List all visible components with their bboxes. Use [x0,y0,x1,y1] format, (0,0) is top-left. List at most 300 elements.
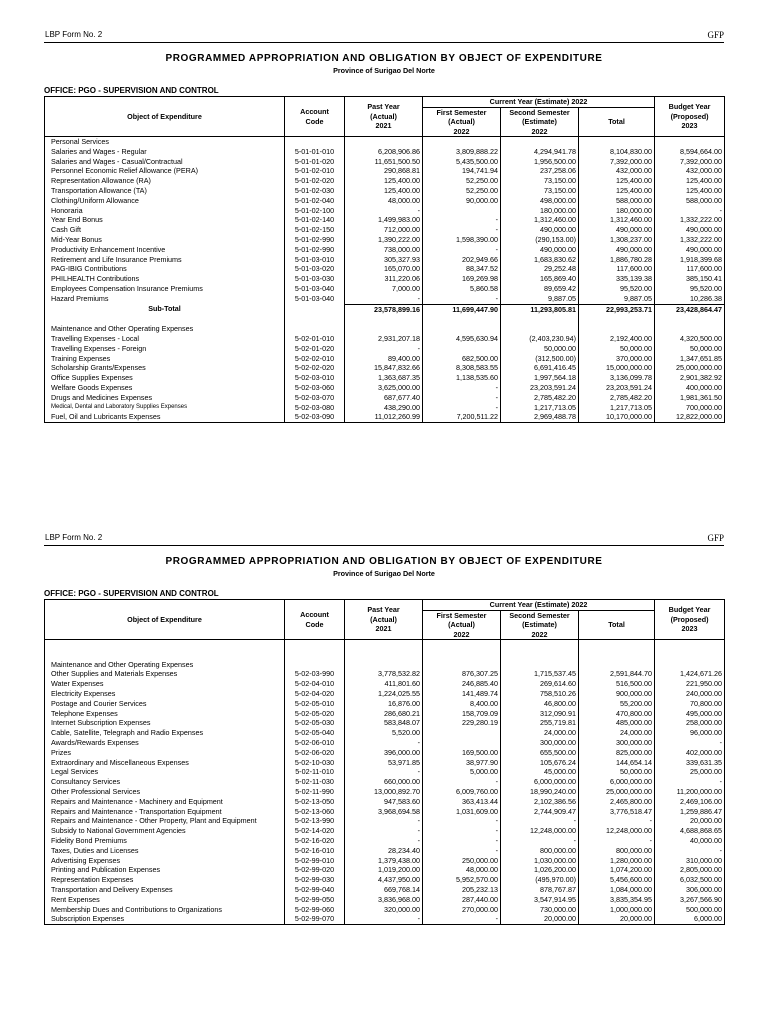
second-semester-cell: 50,000.00 [501,344,579,354]
object-cell: Travelling Expenses - Local [45,334,285,344]
header-first-semester: First Semester (Actual) 2022 [423,107,501,137]
total-cell: 1,074,200.00 [579,865,655,875]
past-year-cell: 3,778,532.82 [345,669,423,679]
table-row [45,176,725,186]
past-year-cell [345,660,423,670]
total-cell: 24,000.00 [579,728,655,738]
account-code-cell [285,324,345,334]
total-cell: 335,139.38 [579,274,655,284]
first-semester-cell [423,344,501,354]
category-row [45,660,725,670]
first-semester-cell [423,206,501,216]
object-cell: Salaries and Wages - Regular [45,147,285,157]
budget-year-cell: 400,000.00 [655,383,725,393]
total-cell: 800,000.00 [579,846,655,856]
past-year-cell: 1,379,438.00 [345,856,423,866]
budget-year-cell: 95,520.00 [655,284,725,294]
past-year-cell: 1,390,222.00 [345,235,423,245]
past-year-cell: 2,931,207.18 [345,334,423,344]
total-cell: 490,000.00 [579,245,655,255]
first-semester-cell [423,324,501,334]
past-year-cell: 712,000.00 [345,225,423,235]
object-cell: Awards/Rewards Expenses [45,738,285,748]
object-cell: Electricity Expenses [45,689,285,699]
total-cell: 3,776,518.47 [579,807,655,817]
first-semester-cell: - [423,777,501,787]
budget-year-cell: - [655,738,725,748]
budget-year-cell: 339,631.35 [655,758,725,768]
first-semester-cell: - [423,215,501,225]
second-semester-cell: 1,217,713.05 [501,403,579,413]
budget-year-cell: 11,200,000.00 [655,787,725,797]
object-cell: Training Expenses [45,354,285,364]
total-cell: 15,000,000.00 [579,363,655,373]
account-code-cell: 5-02-16-020 [285,836,345,846]
first-semester-cell: 52,250.00 [423,186,501,196]
first-semester-cell: 1,031,609.00 [423,807,501,817]
first-semester-cell: - [423,294,501,304]
total-cell: 2,591,844.70 [579,669,655,679]
total-cell [579,137,655,147]
second-semester-cell: 46,800.00 [501,699,579,709]
first-semester-cell [423,137,501,147]
total-cell: 490,000.00 [579,225,655,235]
budget-year-cell: 7,392,000.00 [655,157,725,167]
past-year-cell: 125,400.00 [345,176,423,186]
table-row [45,412,725,422]
second-semester-cell: (2,403,230.94) [501,334,579,344]
account-code-cell: 5-02-16-010 [285,846,345,856]
first-semester-cell: - [423,245,501,255]
object-cell: Welfare Goods Expenses [45,383,285,393]
form-number: LBP Form No. 2 [45,30,103,39]
table-row [45,748,725,758]
total-cell: 3,136,099.78 [579,373,655,383]
budget-year-cell [655,314,725,324]
second-semester-cell: 2,102,386.56 [501,797,579,807]
second-semester-cell: 29,252.48 [501,264,579,274]
account-code-cell: 5-02-02-020 [285,363,345,373]
second-semester-cell: 312,090.91 [501,709,579,719]
first-semester-cell: 205,232.13 [423,885,501,895]
budget-year-cell: - [655,846,725,856]
past-year-cell: - [345,206,423,216]
object-cell: Maintenance and Other Operating Expenses [45,324,285,334]
document-title: PROGRAMMED APPROPRIATION AND OBLIGATION BY OBJECT OF EXPENDITURE [165,556,603,567]
second-semester-cell: 11,293,805.81 [501,304,579,314]
table-row [45,373,725,383]
account-code-cell: 5-01-03-040 [285,294,345,304]
total-cell: 117,600.00 [579,264,655,274]
table-row [45,334,725,344]
table-row [45,166,725,176]
total-cell: 12,248,000.00 [579,826,655,836]
total-cell: 2,192,400.00 [579,334,655,344]
budget-year-cell: 306,000.00 [655,885,725,895]
account-code-cell: 5-02-04-020 [285,689,345,699]
table-row [45,294,725,304]
account-code-cell: 5-02-02-010 [285,354,345,364]
object-cell: Legal Services [45,767,285,777]
object-cell: PAG-IBIG Contributions [45,264,285,274]
first-semester-cell: 3,809,888.22 [423,147,501,157]
past-year-cell [345,650,423,660]
first-semester-cell: 363,413.44 [423,797,501,807]
budget-year-cell: 432,000.00 [655,166,725,176]
total-cell [579,314,655,324]
second-semester-cell: (290,153.00) [501,235,579,245]
budget-year-cell: 96,000.00 [655,728,725,738]
total-cell: 825,000.00 [579,748,655,758]
total-cell: 1,312,460.00 [579,215,655,225]
budget-year-cell: 490,000.00 [655,225,725,235]
past-year-cell: 13,000,892.70 [345,787,423,797]
second-semester-cell: 300,000.00 [501,738,579,748]
total-cell: 23,203,591.24 [579,383,655,393]
first-semester-cell: 90,000.00 [423,196,501,206]
past-year-cell: 1,019,200.00 [345,865,423,875]
account-code-cell: 5-01-02-150 [285,225,345,235]
account-code-cell: 5-02-01-020 [285,344,345,354]
total-cell: 50,000.00 [579,344,655,354]
total-cell: 1,217,713.05 [579,403,655,413]
account-code-cell: 5-02-10-030 [285,758,345,768]
budget-year-cell: 1,918,399.68 [655,255,725,265]
first-semester-cell: - [423,816,501,826]
budget-year-cell: - [655,206,725,216]
table-row [45,689,725,699]
form-header-row [44,30,724,42]
past-year-cell: 16,876.00 [345,699,423,709]
table-row [45,905,725,915]
object-cell: Internet Subscription Expenses [45,718,285,728]
account-code-cell: 5-02-14-020 [285,826,345,836]
table-row [45,699,725,709]
second-semester-cell: 6,691,416.45 [501,363,579,373]
budget-year-cell: 1,347,651.85 [655,354,725,364]
account-code-cell: 5-01-02-040 [285,196,345,206]
account-code-cell: 5-01-02-010 [285,166,345,176]
second-semester-cell: 758,510.26 [501,689,579,699]
past-year-cell: 687,677.40 [345,393,423,403]
past-year-cell: 738,000.00 [345,245,423,255]
total-cell: 1,280,000.00 [579,856,655,866]
total-cell: 144,654.14 [579,758,655,768]
second-semester-cell: 105,676.24 [501,758,579,768]
account-code-cell: 5-01-02-990 [285,245,345,255]
account-code-cell [285,660,345,670]
second-semester-cell: 2,969,488.78 [501,412,579,422]
second-semester-cell: - [501,836,579,846]
second-semester-cell: 800,000.00 [501,846,579,856]
table-row [45,767,725,777]
past-year-cell: 4,437,950.00 [345,875,423,885]
table-row [45,196,725,206]
first-semester-cell: 169,269.98 [423,274,501,284]
past-year-cell: 660,000.00 [345,777,423,787]
second-semester-cell: 23,203,591.24 [501,383,579,393]
form-header-row [44,533,724,545]
subtotal-row [45,304,725,314]
second-semester-cell: 20,000.00 [501,914,579,924]
first-semester-cell: 1,598,390.00 [423,235,501,245]
first-semester-cell: 682,500.00 [423,354,501,364]
object-cell: Other Supplies and Materials Expenses [45,669,285,679]
account-code-cell: 5-02-03-010 [285,373,345,383]
first-semester-cell [423,660,501,670]
account-code-cell [285,137,345,147]
account-code-cell: 5-02-11-010 [285,767,345,777]
budget-year-cell: 6,032,500.00 [655,875,725,885]
object-cell: Consultancy Services [45,777,285,787]
account-code-cell: 5-02-06-010 [285,738,345,748]
object-cell: Personnel Economic Relief Allowance (PERA) [45,166,285,176]
account-code-cell: 5-02-11-990 [285,787,345,797]
second-semester-cell: 1,997,564.18 [501,373,579,383]
table-row [45,875,725,885]
table-row [45,738,725,748]
header-second-semester: Second Semester (Estimate) 2022 [501,107,579,137]
second-semester-cell: 9,887.05 [501,294,579,304]
total-cell: 25,000,000.00 [579,787,655,797]
total-cell: 1,886,780.28 [579,255,655,265]
budget-year-cell: 1,259,886.47 [655,807,725,817]
object-cell: Personal Services [45,137,285,147]
first-semester-cell: 1,138,535.60 [423,373,501,383]
spacer-row [45,640,725,650]
table-row [45,846,725,856]
object-cell: Rent Expenses [45,895,285,905]
first-semester-cell: 141,489.74 [423,689,501,699]
first-semester-cell: 6,009,760.00 [423,787,501,797]
budget-year-cell: 1,332,222.00 [655,235,725,245]
second-semester-cell: 237,258.06 [501,166,579,176]
table-row [45,284,725,294]
table-row [45,245,725,255]
form-page-2 [44,533,724,925]
table-row [45,255,725,265]
first-semester-cell: 48,000.00 [423,865,501,875]
header-table [44,96,725,137]
second-semester-cell: 255,719.81 [501,718,579,728]
past-year-cell: 311,220.06 [345,274,423,284]
second-semester-cell: 89,659.42 [501,284,579,294]
first-semester-cell: - [423,393,501,403]
account-code-cell: 5-02-99-070 [285,914,345,924]
account-code-cell [285,314,345,324]
account-code-cell [285,650,345,660]
table-row [45,215,725,225]
table-row [45,186,725,196]
first-semester-cell: 246,885.40 [423,679,501,689]
first-semester-cell: - [423,826,501,836]
second-semester-cell: 498,000.00 [501,196,579,206]
past-year-cell: 396,000.00 [345,748,423,758]
second-semester-cell: 73,150.00 [501,176,579,186]
total-cell [579,650,655,660]
account-code-cell: 5-02-13-990 [285,816,345,826]
past-year-cell: 125,400.00 [345,186,423,196]
past-year-cell: 583,848.07 [345,718,423,728]
budget-year-cell: 25,000.00 [655,767,725,777]
budget-year-cell [655,650,725,660]
total-cell: 485,000.00 [579,718,655,728]
account-code-cell: 5-02-99-010 [285,856,345,866]
past-year-cell: - [345,767,423,777]
object-cell: Subsidy to National Government Agencies [45,826,285,836]
account-code-cell: 5-01-02-020 [285,176,345,186]
first-semester-cell: - [423,836,501,846]
total-cell: 10,170,000.00 [579,412,655,422]
total-cell: 3,835,354.95 [579,895,655,905]
header-current-year: Current Year (Estimate) 2022 [423,97,655,108]
table-row [45,679,725,689]
budget-year-cell: 588,000.00 [655,196,725,206]
budget-year-cell: 2,805,000.00 [655,865,725,875]
past-year-cell: - [345,816,423,826]
table-row [45,235,725,245]
account-code-cell: 5-02-13-050 [285,797,345,807]
expenditure-table-page-2 [44,640,725,925]
table-row [45,807,725,817]
second-semester-cell [501,640,579,650]
object-cell: Repairs and Maintenance - Other Property, Plant and Equipment [45,816,285,826]
object-cell: Salaries and Wages - Casual/Contractual [45,157,285,167]
total-cell: 1,084,000.00 [579,885,655,895]
object-cell: Fidelity Bond Premiums [45,836,285,846]
header-total: Total [579,107,655,137]
budget-year-cell: 50,000.00 [655,344,725,354]
past-year-cell: 15,847,832.66 [345,363,423,373]
past-year-cell: - [345,738,423,748]
budget-year-cell: 25,000,000.00 [655,363,725,373]
second-semester-cell: 1,026,200.00 [501,865,579,875]
budget-year-cell: 3,267,566.90 [655,895,725,905]
total-cell: - [579,836,655,846]
object-cell: Clothing/Uniform Allowance [45,196,285,206]
past-year-cell: 1,363,687.35 [345,373,423,383]
budget-year-cell: 4,688,868.65 [655,826,725,836]
first-semester-cell: 169,500.00 [423,748,501,758]
object-cell: Postage and Courier Services [45,699,285,709]
object-cell: Repairs and Maintenance - Transportation Equipment [45,807,285,817]
first-semester-cell: 229,280.19 [423,718,501,728]
account-code-cell: 5-01-03-020 [285,264,345,274]
total-cell: 125,400.00 [579,176,655,186]
table-row [45,856,725,866]
spacer-row [45,650,725,660]
past-year-cell: 7,000.00 [345,284,423,294]
object-cell: Year End Bonus [45,215,285,225]
total-cell: 95,520.00 [579,284,655,294]
account-code-cell: 5-01-01-020 [285,157,345,167]
first-semester-cell: 5,952,570.00 [423,875,501,885]
first-semester-cell: 38,977.90 [423,758,501,768]
table-row [45,718,725,728]
account-code-cell: 5-02-99-050 [285,895,345,905]
table-row [45,354,725,364]
total-cell [579,640,655,650]
first-semester-cell [423,728,501,738]
office-name: OFFICE: PGO - SUPERVISION AND CONTROL [44,86,219,95]
spacer-row [45,314,725,324]
object-cell: Travelling Expenses - Foreign [45,344,285,354]
total-cell: 20,000.00 [579,914,655,924]
first-semester-cell: 270,000.00 [423,905,501,915]
budget-year-cell: - [655,777,725,787]
account-code-cell: 5-02-03-070 [285,393,345,403]
past-year-cell: 11,012,260.99 [345,412,423,422]
total-cell: 2,465,800.00 [579,797,655,807]
account-code-cell: 5-02-03-080 [285,403,345,413]
category-row [45,137,725,147]
account-code-cell: 5-02-03-060 [285,383,345,393]
total-cell: 180,000.00 [579,206,655,216]
account-code-cell: 5-02-05-040 [285,728,345,738]
past-year-cell: 1,224,025.55 [345,689,423,699]
object-cell: Drugs and Medicines Expenses [45,393,285,403]
object-cell: Representation Expenses [45,875,285,885]
object-cell: Productivity Enhancement Incentive [45,245,285,255]
budget-year-cell: 125,400.00 [655,186,725,196]
budget-year-cell: 12,822,000.00 [655,412,725,422]
second-semester-cell [501,324,579,334]
table-row [45,895,725,905]
object-cell: Repairs and Maintenance - Machinery and Equipment [45,797,285,807]
object-cell: Medical, Dental and Laboratory Supplies Expenses [45,403,285,413]
total-cell: 516,500.00 [579,679,655,689]
budget-year-cell: 2,901,382.92 [655,373,725,383]
first-semester-cell: 4,595,630.94 [423,334,501,344]
budget-year-cell [655,137,725,147]
account-code-cell: 5-02-99-030 [285,875,345,885]
past-year-cell: - [345,826,423,836]
first-semester-cell [423,314,501,324]
past-year-cell: 438,290.00 [345,403,423,413]
second-semester-cell: 269,614.60 [501,679,579,689]
second-semester-cell: 18,990,240.00 [501,787,579,797]
object-cell [45,640,285,650]
table-row [45,264,725,274]
account-code-cell: 5-02-13-060 [285,807,345,817]
first-semester-cell: 7,200,511.22 [423,412,501,422]
document-title: PROGRAMMED APPROPRIATION AND OBLIGATION BY OBJECT OF EXPENDITURE [165,53,603,64]
table-row [45,403,725,413]
object-cell: Office Supplies Expenses [45,373,285,383]
account-code-cell: 5-02-99-060 [285,905,345,915]
budget-year-cell: 500,000.00 [655,905,725,915]
first-semester-cell: - [423,383,501,393]
header-past-year: Past Year (Actual) 2021 [345,600,423,640]
total-cell: 2,785,482.20 [579,393,655,403]
gfp-label: GFP [707,30,724,40]
header-current-year: Current Year (Estimate) 2022 [423,600,655,611]
second-semester-cell: 730,000.00 [501,905,579,915]
object-cell: Transportation Allowance (TA) [45,186,285,196]
first-semester-cell [423,650,501,660]
account-code-cell: 5-01-01-010 [285,147,345,157]
past-year-cell: 23,578,899.16 [345,304,423,314]
object-cell: Employees Compensation Insurance Premiums [45,284,285,294]
first-semester-cell: 250,000.00 [423,856,501,866]
first-semester-cell: 194,741.94 [423,166,501,176]
budget-year-cell: 23,428,864.47 [655,304,725,314]
past-year-cell: 48,000.00 [345,196,423,206]
total-cell: 6,000,000.00 [579,777,655,787]
table-row [45,728,725,738]
second-semester-cell [501,314,579,324]
budget-year-cell: 700,000.00 [655,403,725,413]
